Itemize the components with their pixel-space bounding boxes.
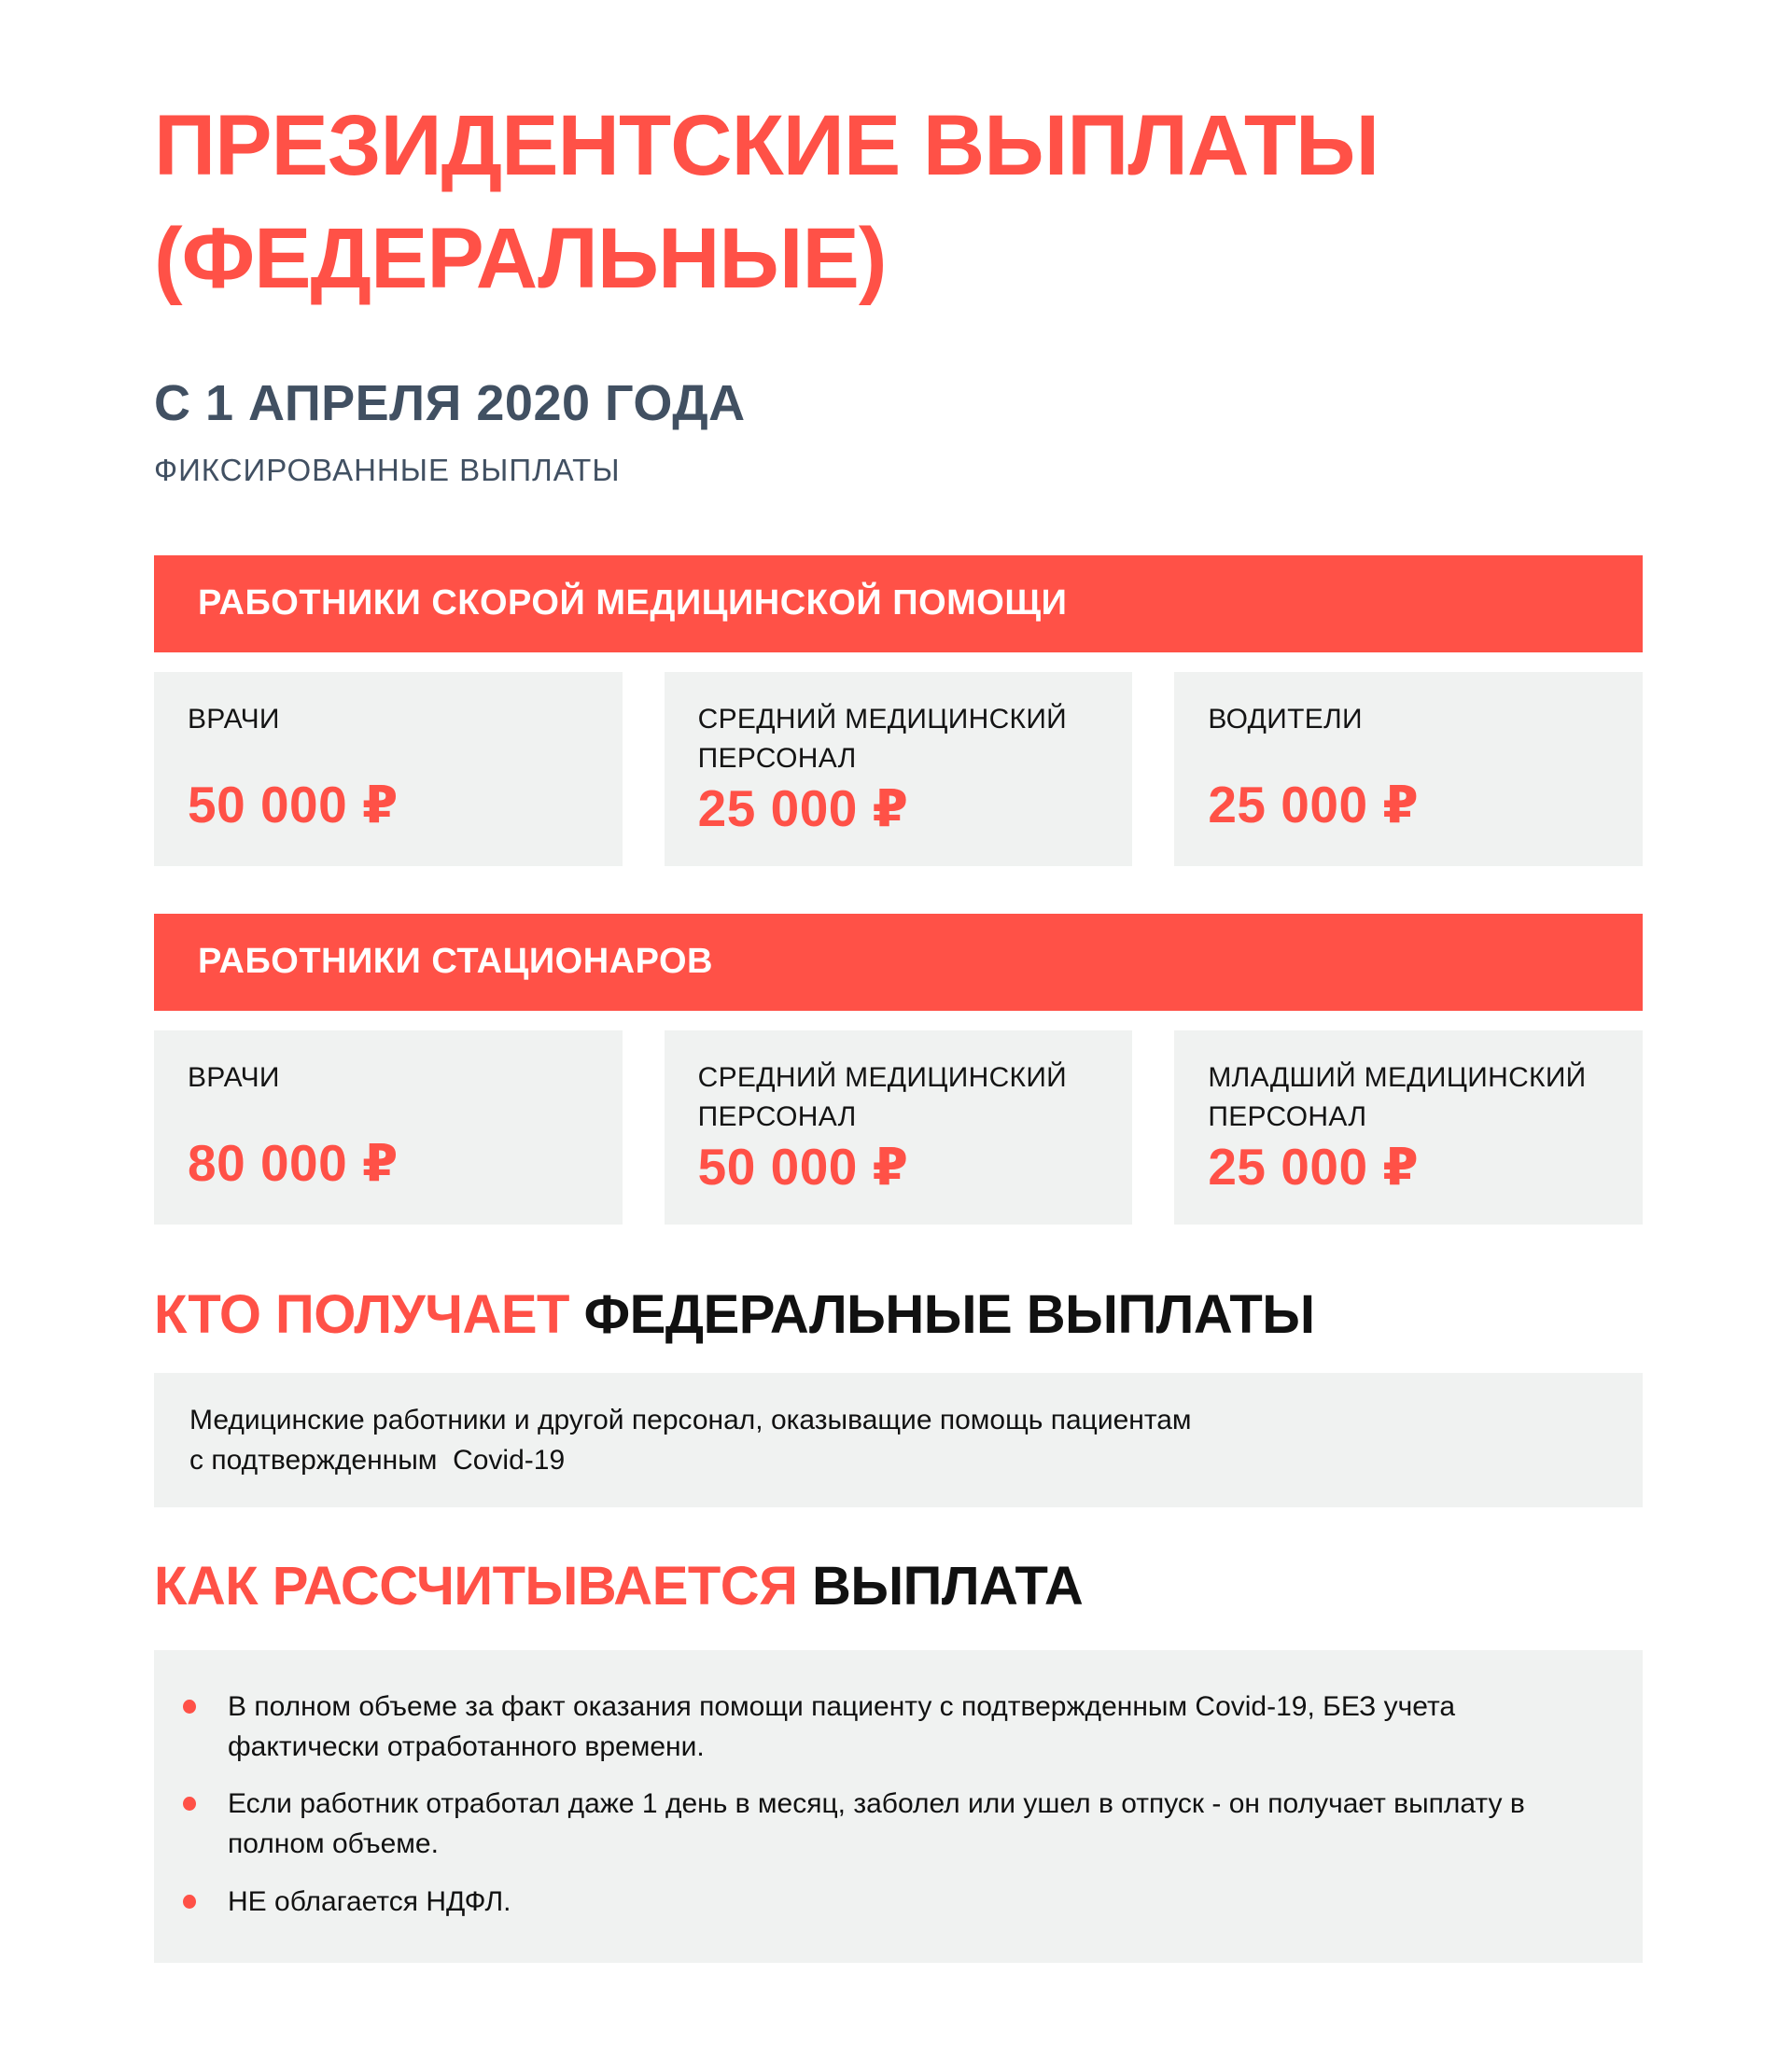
card-mid-medical-hospital — [665, 1030, 1133, 1225]
card-value: 25 000 ₽ — [1208, 1137, 1420, 1196]
bullet-dot-icon — [183, 1700, 196, 1714]
card-junior-medical-hospital — [1174, 1030, 1643, 1225]
card-value: 25 000 ₽ — [697, 778, 909, 837]
heading-how-accent: КАК РАССЧИТЫВАЕТСЯ — [154, 1555, 798, 1617]
card-label: МЛАДШИЙ МЕДИЦИНСКИЙ ПЕРСОНАЛ — [1208, 1061, 1587, 1132]
bullet-item-one-day — [183, 1785, 1601, 1864]
date-heading: С 1 АПРЕЛЯ 2020 ГОДА — [154, 374, 746, 431]
card-mid-medical-ambulance — [665, 672, 1133, 866]
card-value: 50 000 ₽ — [697, 1137, 909, 1196]
bullet-dot-icon — [183, 1895, 196, 1909]
fixed-payments-note: ФИКСИРОВАННЫЕ ВЫПЛАТЫ — [154, 452, 621, 487]
heading-how-rest: ВЫПЛАТА — [797, 1555, 1084, 1617]
card-value: 80 000 ₽ — [188, 1133, 399, 1192]
cards-row-hospital — [154, 1030, 1643, 1225]
banner-hospital-workers — [154, 914, 1643, 1011]
card-doctors-hospital — [154, 1030, 623, 1225]
card-label: СРЕДНИЙ МЕДИЦИНСКИЙ ПЕРСОНАЛ — [697, 1061, 1068, 1132]
heading-who-rest: ФЕДЕРАЛЬНЫЕ ВЫПЛАТЫ — [568, 1283, 1315, 1345]
who-receives-text-line2: с подтвержденным Covid-19 — [189, 1445, 566, 1477]
section-heading-who-receives — [154, 1282, 1643, 1348]
section-heading-how-calculated — [154, 1554, 1643, 1619]
cards-row-ambulance — [154, 672, 1643, 866]
card-doctors-ambulance — [154, 672, 623, 866]
how-calculated-infobox — [154, 1650, 1643, 1963]
card-label: ВОДИТЕЛИ — [1208, 703, 1363, 735]
heading-who-accent: КТО ПОЛУЧАЕТ — [154, 1283, 569, 1345]
how-calculated-bullet-list — [183, 1687, 1601, 1922]
who-receives-infobox — [154, 1373, 1643, 1506]
bullet-text: Если работник отработал даже 1 день в месяц, заболел или ушел в отпуск - он получает выплату в полном объеме. — [228, 1788, 1525, 1860]
card-label: СРЕДНИЙ МЕДИЦИНСКИЙ ПЕРСОНАЛ — [697, 703, 1068, 774]
bullet-item-full-amount — [183, 1687, 1601, 1767]
who-receives-text-line1: Медицинские работники и другой персонал, оказыващие помощь пациентам — [189, 1405, 1192, 1436]
banner-ambulance-workers — [154, 555, 1643, 652]
bullet-dot-icon — [183, 1797, 196, 1811]
bullet-text: В полном объеме за факт оказания помощи пациенту с подтвержденным Covid-19, БЕЗ учета фактически отработанного времени. — [228, 1691, 1456, 1762]
banner-ambulance-label: РАБОТНИКИ СКОРОЙ МЕДИЦИНСКОЙ ПОМОЩИ — [198, 583, 1068, 623]
card-value: 50 000 ₽ — [188, 775, 399, 833]
page-title — [154, 0, 1643, 316]
card-value: 25 000 ₽ — [1208, 775, 1420, 833]
page-title-line2: (ФЕДЕРАЛЬНЫЕ) — [154, 211, 887, 307]
page-title-line1: ПРЕЗИДЕНТСКИЕ ВЫПЛАТЫ — [154, 98, 1379, 193]
bullet-item-no-tax — [183, 1883, 1601, 1923]
bullet-text: НЕ облагается НДФЛ. — [228, 1885, 511, 1917]
card-label: ВРАЧИ — [188, 703, 280, 735]
banner-hospital-label: РАБОТНИКИ СТАЦИОНАРОВ — [198, 942, 713, 982]
card-label: ВРАЧИ — [188, 1061, 280, 1093]
card-drivers-ambulance — [1174, 672, 1643, 866]
